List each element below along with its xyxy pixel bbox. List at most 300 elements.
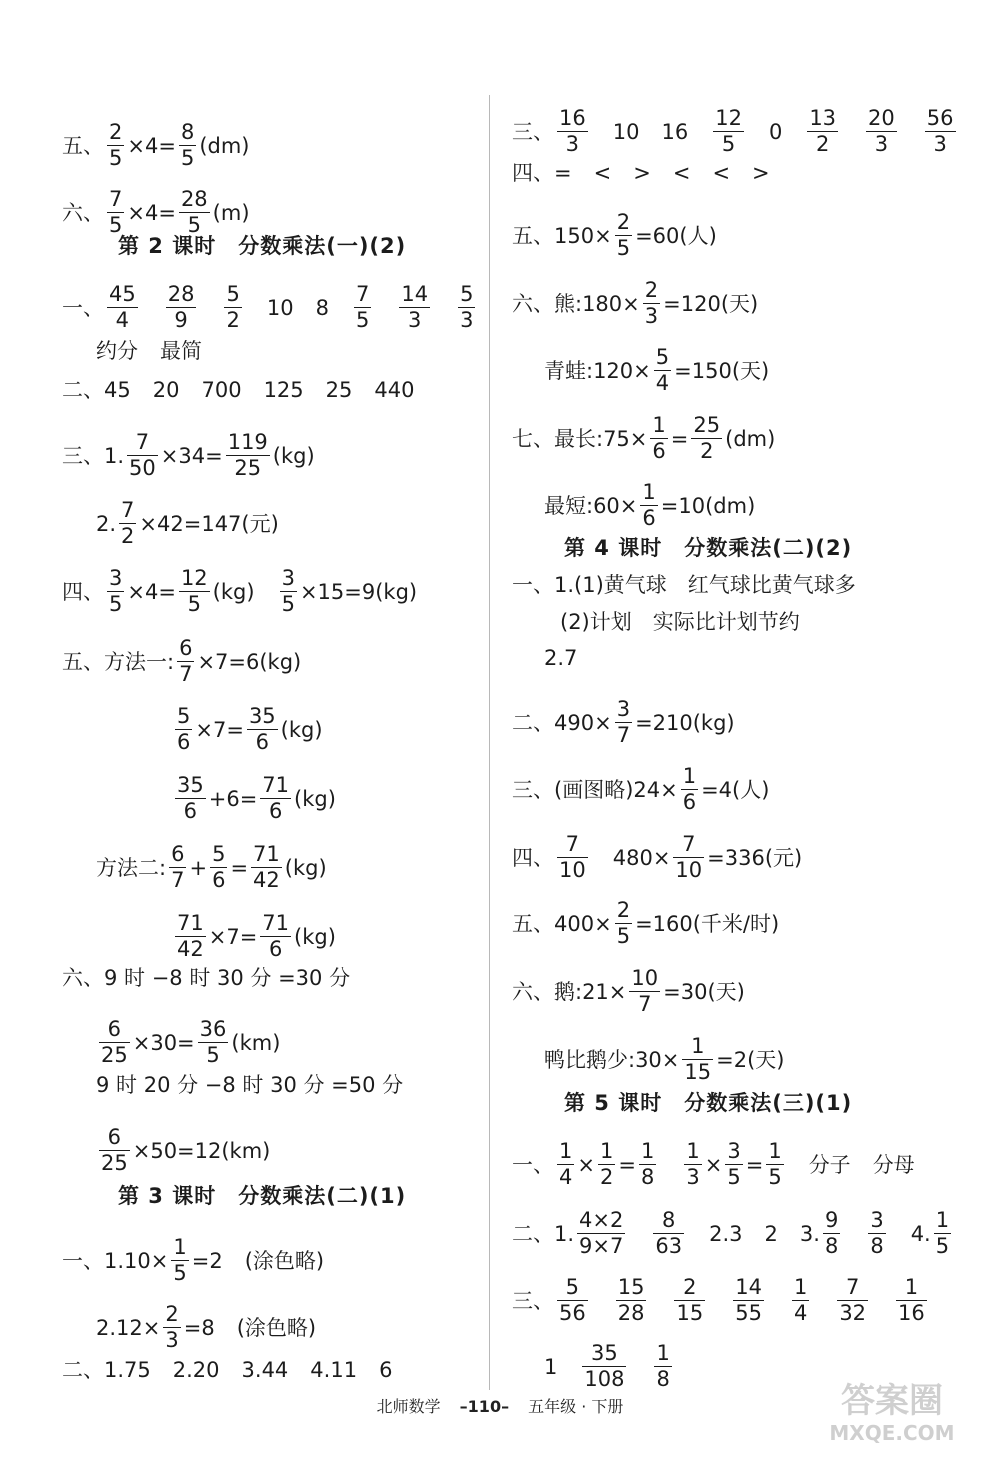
answer-text: =: [230, 855, 249, 880]
answer-text: ×4=: [127, 579, 176, 604]
answer-line: [96, 1071, 403, 1099]
answer-text: 16: [661, 119, 689, 144]
answer-text: (kg): [212, 579, 255, 604]
denominator: 2: [226, 308, 240, 332]
denominator: 32: [839, 1301, 867, 1325]
fraction: [280, 566, 297, 617]
answer-text: ×7=: [208, 924, 258, 949]
denominator: 3: [933, 132, 947, 156]
answer-text: 25: [325, 378, 353, 402]
denominator: 5: [187, 592, 201, 616]
answer-text: 480×: [612, 845, 671, 870]
answer-text: 一、: [62, 295, 104, 320]
answer-line: [512, 966, 745, 1017]
numerator: 13: [809, 106, 837, 130]
answer-text: 2.7: [544, 646, 578, 670]
answer-line: [512, 1208, 954, 1259]
numerator: 15: [617, 1275, 645, 1299]
answer-line: [544, 480, 755, 531]
fraction: [260, 773, 291, 824]
numerator: 7: [682, 832, 696, 856]
fraction: [896, 1275, 927, 1326]
fraction: [175, 911, 206, 962]
answer-line: [96, 1302, 316, 1353]
denominator: 50: [129, 456, 156, 480]
numerator: 10: [631, 966, 659, 990]
answer-text: =: [670, 426, 689, 451]
numerator: 8: [180, 120, 195, 144]
fraction: [934, 1208, 951, 1259]
fraction: [210, 842, 227, 893]
fraction: [868, 1208, 885, 1259]
denominator: 5: [187, 213, 201, 237]
answer-line: [62, 566, 417, 617]
answer-text: (kg): [294, 786, 336, 811]
denominator: 5: [768, 1165, 782, 1189]
denominator: 7: [171, 868, 185, 892]
denominator: 3: [686, 1165, 700, 1189]
fraction: [615, 898, 632, 949]
answer-text: 20: [152, 378, 180, 402]
answer-text: ×4=: [127, 200, 176, 225]
answer-text: ×34=: [160, 443, 223, 468]
answer-line: [96, 842, 327, 893]
answer-line: [62, 636, 301, 687]
answer-text: 10: [612, 119, 640, 144]
numerator: 28: [180, 187, 208, 211]
answer-text: 0: [768, 119, 783, 144]
fraction: [684, 1139, 701, 1190]
answer-text: (涂色略): [236, 1315, 317, 1340]
answer-text: ×30=: [132, 1030, 195, 1055]
answer-line: [172, 704, 323, 755]
fraction: [175, 704, 192, 755]
fraction: [99, 1125, 130, 1176]
numerator: 7: [355, 282, 370, 306]
answer-text: 最短:60×: [544, 493, 638, 518]
numerator: 25: [693, 413, 721, 437]
denominator: 4: [115, 308, 130, 332]
numerator: 3: [281, 566, 295, 590]
fraction: [557, 1139, 574, 1190]
answer-line: [512, 413, 775, 464]
answer-line: [512, 159, 770, 187]
answer-text: ×50=12(km): [132, 1138, 271, 1163]
answer-line: [62, 282, 478, 333]
fraction: [582, 1341, 626, 1392]
denominator: 55: [735, 1301, 762, 1325]
numerator: 3: [109, 566, 123, 590]
numerator: 14: [735, 1275, 762, 1299]
fraction: [458, 282, 475, 333]
fraction: [725, 1139, 742, 1190]
numerator: 12: [715, 106, 742, 130]
answer-line: [544, 1034, 784, 1085]
numerator: 1: [656, 1341, 670, 1365]
answer-line: [62, 376, 414, 404]
denominator: 6: [183, 799, 198, 823]
answer-text: 五、150×: [512, 223, 612, 248]
lesson-title: 第 4 课时 分数乘法(二)(2): [564, 536, 853, 560]
answer-text: =120(天): [663, 291, 759, 316]
fraction: [807, 106, 838, 157]
answer-text: =210(kg): [635, 710, 735, 735]
fraction: [163, 1302, 180, 1353]
answer-text: 一、: [512, 1152, 554, 1177]
answer-line: [512, 278, 758, 329]
answer-line: [172, 911, 336, 962]
answer-text: 二、1.: [512, 1221, 575, 1246]
fraction: [823, 1208, 840, 1259]
denominator: 9×7: [579, 1234, 624, 1258]
answer-text: 6: [379, 1358, 393, 1382]
watermark-domain: MXQE.COM: [829, 1421, 955, 1445]
answer-text: ×7=6(kg): [197, 649, 302, 674]
numerator: 7: [135, 430, 150, 454]
numerator: 1: [793, 1275, 808, 1299]
answer-text: 10: [266, 295, 294, 320]
answer-text: <: [593, 161, 612, 185]
answer-line: [96, 1017, 280, 1068]
numerator: 7: [109, 187, 123, 211]
answer-text: 五、: [62, 133, 104, 158]
denominator: 5: [935, 1234, 950, 1258]
numerator: 28: [167, 282, 195, 306]
fraction: [640, 480, 657, 531]
numerator: 6: [171, 842, 185, 866]
denominator: 3: [460, 308, 474, 332]
answer-text: +6=: [208, 786, 258, 811]
answer-text: 700: [201, 378, 242, 402]
answer-line: [62, 1235, 324, 1286]
fraction: [681, 764, 698, 815]
denominator: 3: [644, 304, 659, 328]
answer-text: 四、: [62, 579, 104, 604]
fraction: [925, 106, 956, 157]
answer-line: [512, 210, 717, 261]
numerator: 2: [109, 120, 123, 144]
answer-text: (kg): [272, 443, 315, 468]
numerator: 45: [109, 282, 136, 306]
answer-text: 分子: [808, 1152, 851, 1177]
answer-text: =336(元): [707, 845, 803, 870]
numerator: 2: [616, 210, 631, 234]
numerator: 1: [173, 1235, 187, 1259]
denominator: 56: [559, 1301, 586, 1325]
fraction: [251, 842, 282, 893]
answer-text: 1: [544, 1354, 558, 1379]
answer-text: 六、熊:180×: [512, 291, 640, 316]
answer-line: [512, 571, 856, 599]
fraction: [654, 345, 671, 396]
fraction: [653, 1208, 684, 1259]
denominator: 25: [101, 1151, 128, 1175]
denominator: 4: [793, 1301, 808, 1325]
answer-text: (2)计划 实际比计划节约: [560, 610, 800, 634]
denominator: 108: [584, 1367, 625, 1391]
denominator: 5: [616, 924, 631, 948]
denominator: 5: [109, 146, 123, 170]
answer-text: 六、鹅:21×: [512, 979, 627, 1004]
denominator: 6: [642, 506, 656, 530]
denominator: 9: [174, 308, 188, 332]
denominator: 5: [109, 592, 123, 616]
answer-text: 2.: [96, 511, 117, 536]
fraction: [127, 430, 158, 481]
numerator: 14: [401, 282, 429, 306]
fraction: [247, 704, 278, 755]
denominator: 10: [675, 858, 703, 882]
answer-text: 六、9 时 −8 时 30 分 =30 分: [62, 966, 351, 990]
answer-text: =: [745, 1152, 764, 1177]
denominator: 6: [652, 439, 666, 463]
fraction: [179, 120, 196, 171]
numerator: 16: [559, 106, 586, 130]
numerator: 20: [868, 106, 895, 130]
denominator: 5: [173, 1261, 187, 1285]
answer-text: <: [712, 161, 731, 185]
denominator: 25: [101, 1043, 128, 1067]
numerator: 71: [253, 842, 280, 866]
denominator: 7: [616, 723, 631, 747]
denominator: 3: [874, 132, 889, 156]
answer-text: =30(天): [663, 979, 745, 1004]
answer-text: 2: [764, 1221, 778, 1246]
fraction: [399, 282, 430, 333]
denominator: 5: [616, 236, 631, 260]
answer-text: 二、1.75: [62, 1358, 151, 1382]
answer-text: 鸭比鹅少:30×: [544, 1047, 680, 1072]
answer-text: (kg): [280, 717, 323, 742]
numerator: 12: [180, 566, 208, 590]
fraction: [198, 1017, 229, 1068]
fraction: [650, 413, 667, 464]
fraction: [119, 498, 136, 549]
fraction: [713, 106, 744, 157]
fraction: [557, 106, 588, 157]
answer-line: [62, 964, 350, 992]
denominator: 8: [824, 1234, 839, 1258]
denominator: 7: [638, 992, 652, 1016]
answer-text: =10(dm): [660, 493, 756, 518]
numerator: 1: [652, 413, 666, 437]
footer-grade: 五年级 · 下册: [528, 1397, 624, 1416]
numerator: 1: [640, 1139, 655, 1163]
numerator: 6: [107, 1017, 122, 1041]
denominator: 2: [599, 1165, 614, 1189]
numerator: 1: [599, 1139, 614, 1163]
answer-text: 9 时 20 分 −8 时 30 分 =50 分: [96, 1073, 404, 1097]
answer-text: 2.20: [172, 1358, 220, 1382]
answer-text: ×: [577, 1152, 595, 1177]
answer-line: [512, 1139, 915, 1190]
answer-text: 2.12×: [96, 1315, 161, 1340]
answer-text: 一、1.(1)黄气球 红气球比黄气球多: [512, 573, 856, 597]
answer-text: (km): [231, 1030, 281, 1055]
answer-text: (dm): [199, 133, 250, 158]
denominator: 16: [898, 1301, 925, 1325]
numerator: 5: [212, 842, 226, 866]
answer-line: [512, 764, 769, 815]
lesson-title: 第 5 课时 分数乘法(三)(1): [564, 1091, 853, 1115]
answer-text: =2: [191, 1248, 223, 1273]
denominator: 4: [655, 371, 670, 395]
fraction: [171, 1235, 188, 1286]
numerator: 1: [768, 1139, 782, 1163]
answer-text: 2.3: [709, 1221, 743, 1246]
denominator: 5: [727, 1165, 741, 1189]
fraction: [866, 106, 897, 157]
denominator: 8: [640, 1165, 655, 1189]
numerator: 1: [682, 764, 697, 788]
denominator: 6: [268, 937, 283, 961]
answer-text: >: [633, 161, 651, 185]
answer-text: =150(天): [674, 358, 770, 383]
answer-text: 3.44: [241, 1358, 289, 1382]
answer-text: 四、: [512, 845, 554, 870]
numerator: 8: [662, 1208, 676, 1232]
answer-text: 二、490×: [512, 710, 612, 735]
answer-text: 4.: [910, 1221, 931, 1246]
numerator: 4×2: [579, 1208, 624, 1232]
numerator: 71: [177, 911, 204, 935]
numerator: 5: [177, 704, 191, 728]
numerator: 71: [262, 911, 290, 935]
fraction: [175, 773, 206, 824]
answer-line: [512, 832, 802, 883]
numerator: 1: [904, 1275, 919, 1299]
denominator: 5: [355, 308, 370, 332]
fraction: [674, 1275, 705, 1326]
numerator: 6: [179, 636, 193, 660]
numerator: 1: [686, 1139, 700, 1163]
fraction: [226, 430, 270, 481]
numerator: 5: [565, 1275, 580, 1299]
numerator: 5: [226, 282, 240, 306]
answer-line: [512, 1275, 930, 1326]
answer-text: 约分: [96, 339, 138, 363]
denominator: 15: [676, 1301, 704, 1325]
answer-text: 六、: [62, 200, 104, 225]
numerator: 6: [107, 1125, 122, 1149]
numerator: 2: [165, 1302, 179, 1326]
numerator: 71: [262, 773, 290, 797]
fraction: [629, 966, 660, 1017]
answer-text: 最简: [160, 339, 202, 363]
denominator: 5: [281, 592, 295, 616]
answer-line: [544, 345, 769, 396]
denominator: 6: [212, 868, 226, 892]
numerator: 3: [616, 697, 631, 721]
answer-text: 青蛙:120×: [544, 358, 651, 383]
answer-line: [62, 1356, 392, 1384]
numerator: 2: [683, 1275, 697, 1299]
fraction: [654, 1341, 671, 1392]
fraction: [99, 1017, 130, 1068]
fraction: [260, 911, 291, 962]
denominator: 5: [206, 1043, 220, 1067]
denominator: 5: [721, 132, 736, 156]
numerator: 36: [199, 1017, 227, 1041]
answer-text: 三、(画图略)24×: [512, 777, 678, 802]
answer-line: [96, 337, 202, 365]
denominator: 2: [121, 524, 135, 548]
answer-text: (涂色略): [244, 1248, 325, 1273]
answer-text: <: [672, 161, 691, 185]
answer-line: [96, 1125, 270, 1176]
fraction: [643, 278, 660, 329]
denominator: 15: [684, 1060, 712, 1084]
answer-line: [96, 498, 279, 549]
numerator: 1: [691, 1034, 705, 1058]
answer-line: [512, 106, 959, 157]
answer-line: [62, 430, 315, 481]
fraction: [577, 1208, 625, 1259]
denominator: 2: [700, 439, 714, 463]
answer-text: (kg): [284, 855, 327, 880]
answer-text: 七、最长:75×: [512, 426, 648, 451]
numerator: 7: [845, 1275, 860, 1299]
answer-text: 三、: [512, 1288, 554, 1313]
denominator: 8: [656, 1367, 670, 1391]
answer-text: ×15=9(kg): [299, 579, 418, 604]
fraction: [177, 636, 194, 687]
denominator: 4: [559, 1165, 573, 1189]
answer-text: =160(千米/时): [635, 911, 780, 936]
answer-line: [172, 773, 336, 824]
denominator: 8: [870, 1234, 884, 1258]
answer-text: 一、1.10×: [62, 1248, 169, 1273]
fraction: [107, 566, 124, 617]
fraction: [673, 832, 704, 883]
numerator: 56: [926, 106, 954, 130]
denominator: 6: [268, 799, 283, 823]
answer-text: 方法二:: [96, 855, 167, 880]
fraction: [224, 282, 241, 333]
denominator: 25: [234, 456, 262, 480]
fraction: [557, 832, 588, 883]
fraction: [615, 210, 632, 261]
numerator: 5: [655, 345, 670, 369]
answer-text: +: [189, 855, 208, 880]
answer-line: [512, 697, 735, 748]
denominator: 3: [165, 1328, 179, 1352]
denominator: 42: [253, 868, 280, 892]
fraction: [107, 282, 138, 333]
answer-line: [544, 1341, 675, 1392]
denominator: 3: [408, 308, 422, 332]
answer-text: ×4=: [127, 133, 176, 158]
numerator: 35: [591, 1341, 618, 1365]
fraction: [639, 1139, 656, 1190]
numerator: 119: [227, 430, 268, 454]
fraction: [179, 566, 210, 617]
numerator: 7: [565, 832, 580, 856]
numerator: 1: [559, 1139, 573, 1163]
fraction: [166, 282, 197, 333]
answer-text: ×42=147(元): [139, 511, 279, 536]
fraction: [354, 282, 371, 333]
numerator: 2: [616, 898, 631, 922]
fraction: [169, 842, 186, 893]
answer-text: ×7=: [195, 717, 244, 742]
numerator: 1: [935, 1208, 950, 1232]
answer-text: (dm): [725, 426, 776, 451]
answer-text: 125: [263, 378, 304, 402]
answer-line: [544, 644, 577, 672]
denominator: 6: [255, 730, 269, 754]
numerator: 2: [644, 278, 659, 302]
